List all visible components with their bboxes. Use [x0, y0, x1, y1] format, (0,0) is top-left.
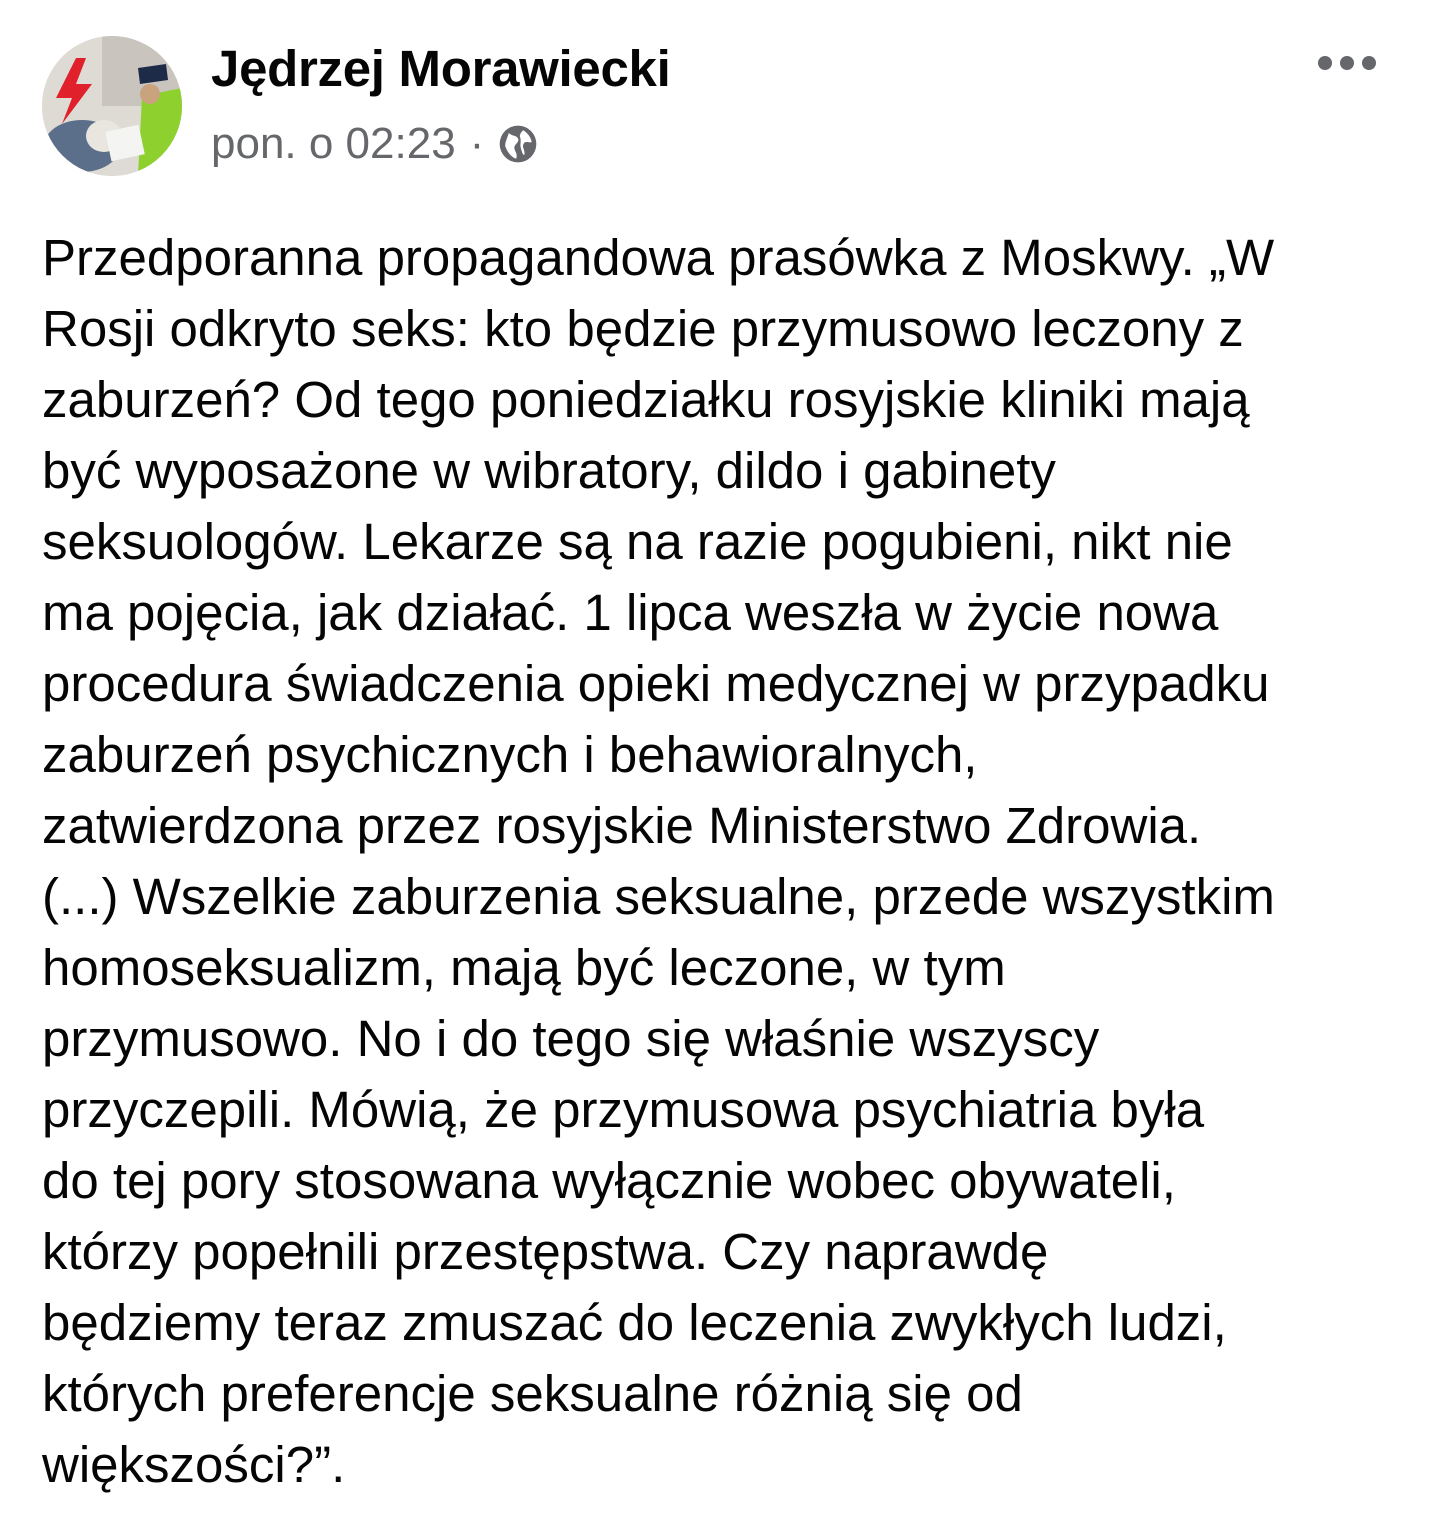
post-text-line: (...) Wszelkie zaburzenia seksualne, przede wszystkim: [42, 868, 1275, 925]
post-text-line: homoseksualizm, mają być leczone, w tym: [42, 939, 1006, 996]
post-text-line: będziemy teraz zmuszać do leczenia zwykłych ludzi,: [42, 1294, 1227, 1351]
post-text-line: większości?”.: [42, 1436, 346, 1493]
post-text-line: którzy popełnili przestępstwa. Czy naprawdę: [42, 1223, 1049, 1280]
post-text-line: zaburzeń psychicznych i behawioralnych,: [42, 726, 978, 783]
post-meta: [211, 116, 540, 172]
post-text-line: zaburzeń? Od tego poniedziałku rosyjskie kliniki mają: [42, 371, 1250, 428]
post-text-line: seksuologów. Lekarze są na razie pogubieni, nikt nie: [42, 513, 1233, 570]
post-text-line: Rosji odkryto seks: kto będzie przymusowo leczony z: [42, 300, 1244, 357]
post-text-line: zatwierdzona przez rosyjskie Ministerstwo Zdrowia.: [42, 797, 1202, 854]
post-text-line: ma pojęcia, jak działać. 1 lipca weszła w życie nowa: [42, 584, 1219, 641]
post-text: [42, 222, 1402, 1500]
post-text-line: których preferencje seksualne różnią się od: [42, 1365, 1023, 1422]
more-options-icon: [1317, 53, 1377, 73]
avatar-image: [42, 36, 182, 176]
post-text-line: Przedporanna propagandowa prasówka z Moskwy. „W: [42, 229, 1275, 286]
post-text-line: być wyposażone w wibratory, dildo i gabinety: [42, 442, 1056, 499]
author-name[interactable]: Jędrzej Morawiecki: [211, 40, 671, 97]
post-text-line: procedura świadczenia opieki medycznej w przypadku: [42, 655, 1270, 712]
avatar[interactable]: [42, 36, 182, 176]
meta-separator: ·: [469, 119, 485, 168]
post-text-line: do tej pory stosowana wyłącznie wobec obywateli,: [42, 1152, 1176, 1209]
more-options-button[interactable]: [1302, 38, 1392, 88]
post-timestamp[interactable]: pon. o 02:23: [211, 119, 456, 168]
globe-icon: [496, 122, 540, 166]
post-text-line: przymusowo. No i do tego się właśnie wszyscy: [42, 1010, 1100, 1067]
post-text-line: przyczepili. Mówią, że przymusowa psychiatria była: [42, 1081, 1205, 1138]
